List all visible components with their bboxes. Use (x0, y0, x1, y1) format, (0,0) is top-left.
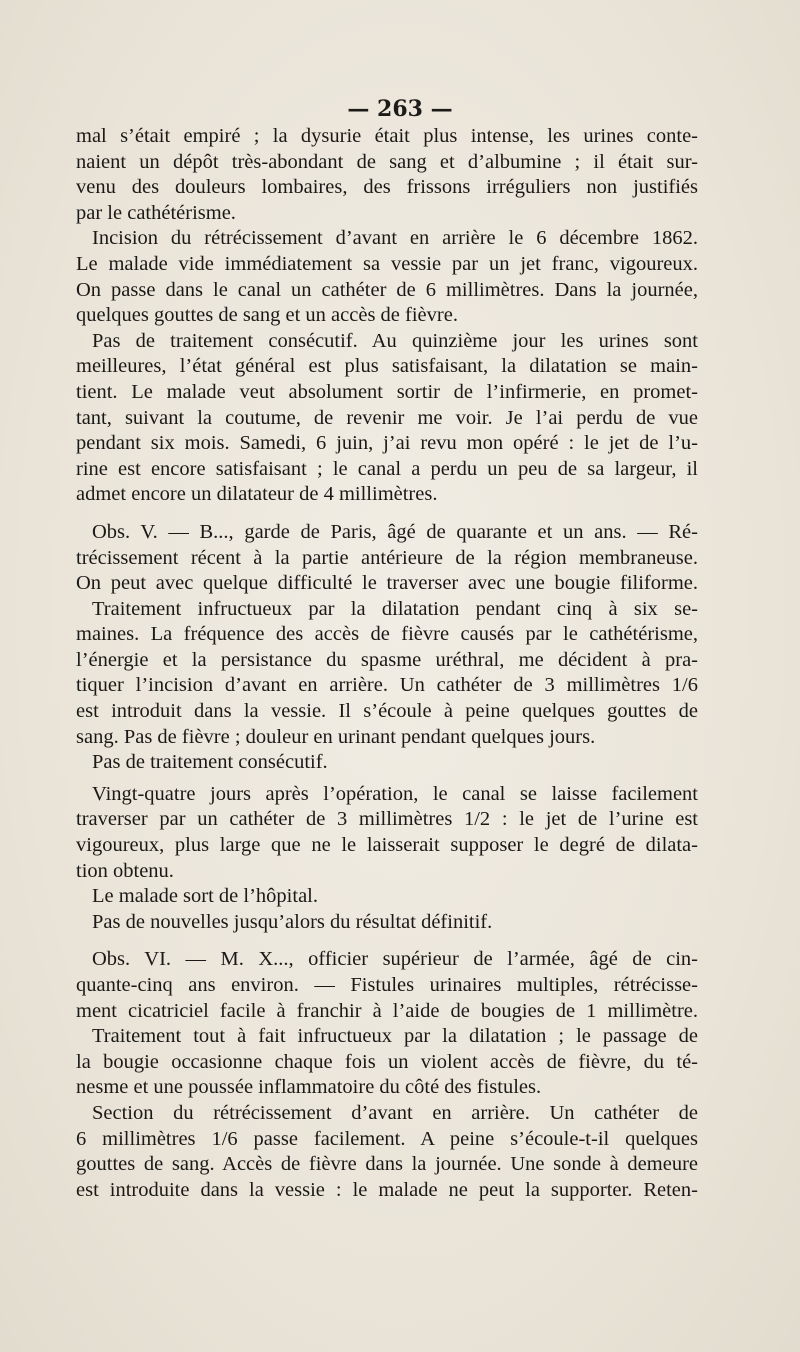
paragraph (76, 750, 698, 776)
text-line: 6 millimètres 1/6 passe facilement. A peine s’écoule-t-il quelques (76, 1127, 698, 1150)
paragraph (76, 226, 698, 328)
paragraph (76, 910, 698, 936)
text-line: gouttes de sang. Accès de fièvre dans la journée. Une sonde à demeure (76, 1153, 698, 1176)
text-line: traverser par un cathéter de 3 millimètres 1/2 : le jet de l’urine est (76, 808, 698, 831)
text-line: Incision du rétrécissement d’avant en arrière le 6 décembre 1862. (92, 227, 698, 250)
text-line: Traitement tout à fait infructueux par la dilatation ; le passage de (92, 1025, 698, 1048)
paragraph (76, 1101, 698, 1203)
text-line: admet encore un dilatateur de 4 millimètres. (76, 483, 438, 506)
text-line: par le cathétérisme. (76, 201, 236, 224)
text-line: quelques gouttes de sang et un accès de fièvre. (76, 304, 458, 327)
section-gap (76, 935, 698, 947)
text-line: sang. Pas de fièvre ; douleur en urinant pendant quelques jours. (76, 725, 596, 748)
text-line: Obs. VI. — M. X..., officier supérieur de l’armée, âgé de cin- (92, 948, 698, 971)
text-line: mal s’était empiré ; la dysurie était plus intense, les urines conte- (76, 125, 698, 147)
paragraph (76, 597, 698, 751)
paragraph (76, 782, 698, 884)
text-line: ment cicatriciel facile à franchir à l’aide de bougies de 1 millimètre. (76, 999, 698, 1022)
text-line: tient. Le malade veut absolument sortir de l’infirmerie, en promet- (76, 380, 698, 403)
paragraph (76, 947, 698, 1024)
text-line: vigoureux, plus large que ne le laisserait supposer le degré de dilata- (76, 834, 698, 857)
paragraph (76, 1024, 698, 1101)
text-line: l’énergie et la persistance du spasme uréthral, me décident à pra- (76, 648, 698, 671)
paragraph (76, 520, 698, 597)
text-line: tant, suivant la coutume, de revenir me voir. Je l’ai perdu de vue (76, 406, 698, 429)
text-line: pendant six mois. Samedi, 6 juin, j’ai revu mon opéré : le jet de l’u- (76, 432, 698, 455)
text-line: Section du rétrécissement d’avant en arrière. Un cathéter de (92, 1101, 698, 1124)
section-gap (76, 508, 698, 520)
page-text (76, 124, 698, 1203)
text-line: nesme et une poussée inflammatoire du côté des fistules. (76, 1076, 542, 1099)
text-line: est introduite dans la vessie : le malade ne peut la supporter. Reten- (76, 1178, 698, 1201)
text-line: On passe dans le canal un cathéter de 6 millimètres. Dans la journée, (76, 278, 698, 301)
text-line: On peut avec quelque difficulté le traverser avec une bougie filiforme. (76, 572, 698, 595)
paragraph (76, 124, 698, 226)
text-line: tiquer l’incision d’avant en arrière. Un cathéter de 3 millimètres 1/6 (76, 674, 698, 697)
text-line: Pas de traitement consécutif. (92, 751, 328, 774)
page-number: — 263 — (347, 96, 453, 122)
text-line: rine est encore satisfaisant ; le canal a perdu un peu de sa largeur, il (76, 457, 698, 480)
text-line: la bougie occasionne chaque fois un violent accès de fièvre, du té- (76, 1050, 698, 1073)
paragraph (76, 884, 698, 910)
text-line: venu des douleurs lombaires, des frissons irréguliers non justifiés (76, 176, 698, 199)
text-line: Le malade sort de l’hôpital. (92, 885, 318, 908)
text-line: Vingt-quatre jours après l’opération, le canal se laisse facilement (92, 782, 698, 805)
text-line: est introduit dans la vessie. Il s’écoule à peine quelques gouttes de (76, 700, 698, 723)
text-line: Pas de nouvelles jusqu’alors du résultat définitif. (92, 910, 493, 933)
text-line: Le malade vide immédiatement sa vessie par un jet franc, vigoureux. (76, 252, 698, 275)
text-line: Obs. V. — B..., garde de Paris, âgé de quarante et un ans. — Ré- (92, 520, 698, 543)
paragraph (76, 329, 698, 508)
text-line: meilleures, l’état général est plus satisfaisant, la dilatation se main- (76, 355, 698, 378)
text-line: trécissement récent à la partie antérieure de la région membraneuse. (76, 546, 698, 569)
text-line: quante-cinq ans environ. — Fistules urinaires multiples, rétrécisse- (76, 974, 698, 996)
text-line: Traitement infructueux par la dilatation pendant cinq à six se- (92, 597, 698, 620)
text-line: maines. La fréquence des accès de fièvre causés par le cathétérisme, (76, 623, 698, 646)
text-line: naient un dépôt très-abondant de sang et d’albumine ; il était sur- (76, 150, 698, 173)
text-line: tion obtenu. (76, 859, 174, 882)
text-line: Pas de traitement consécutif. Au quinzième jour les urines sont (92, 329, 698, 352)
